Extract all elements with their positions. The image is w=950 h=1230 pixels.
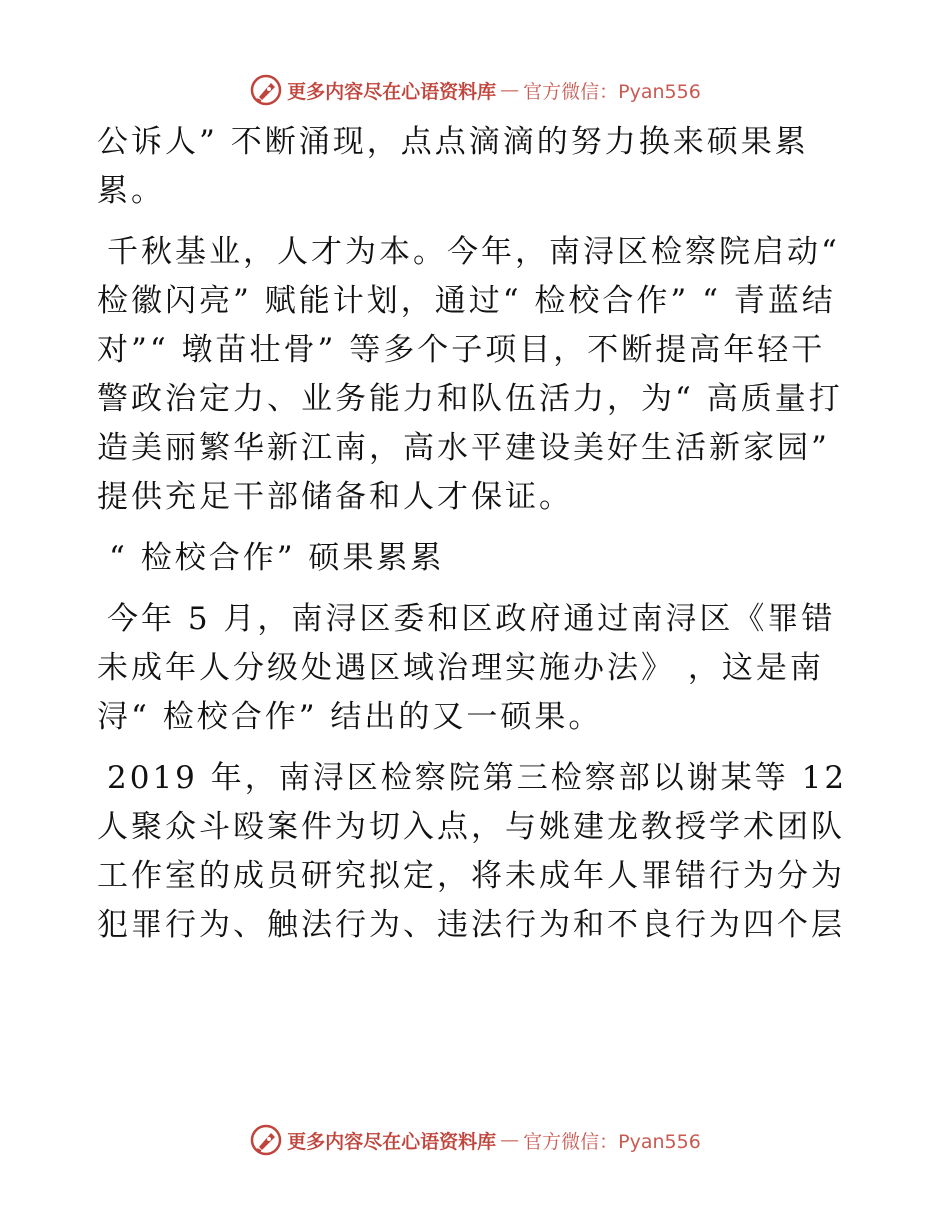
pen-nib-logo-icon <box>249 73 283 107</box>
watermark-separator: — <box>500 79 520 101</box>
watermark-group <box>249 73 701 107</box>
watermark-separator: — <box>500 1129 520 1151</box>
header-watermark <box>0 70 950 110</box>
footer-watermark <box>0 1120 950 1160</box>
document-body <box>97 118 857 962</box>
watermark-group <box>249 1123 701 1157</box>
watermark-wechat-text: 官方微信：Pyan556 <box>523 1130 701 1153</box>
pen-nib-logo-icon <box>249 1123 283 1157</box>
watermark-site-text: 更多内容尽在心语资料库 <box>287 1130 497 1153</box>
paragraph-2019-case: 2019 年，南浔区检察院第三检察部以谢某等 12 人聚众斗殴案件为切入点，与姚建龙教授学术团队工作室的成员研究拟定，将未成年人罪错行为分为犯罪行为、触法行为、违法行为和不良行为四个层 <box>97 760 848 943</box>
watermark-wechat-text: 官方微信：Pyan556 <box>523 80 701 103</box>
watermark-site-text: 更多内容尽在心语资料库 <box>287 80 497 103</box>
paragraph-continued: 公诉人” 不断涌现，点点滴滴的努力换来硕果累累。 <box>97 124 809 209</box>
paragraph-may-policy: 今年 5 月，南浔区委和区政府通过南浔区《罪错未成年人分级处遇区域治理实施办法》 ，这是南浔“ 检校合作” 结出的又一硕果。 <box>97 601 836 735</box>
paragraph-talent-plan: 千秋基业，人才为本。今年，南浔区检察院启动“ 检徽闪亮” 赋能计划，通过“ 检校合作” “ 青蓝结对”“ 墩苗壮骨” 等多个子项目，不断提高年轻干警政治定力、业务能力和队伍活力，为“ 高质量打造美丽繁华新江南，高水平建设美好生活新家园” 提供充足干部储备和人才保证。 <box>97 234 843 515</box>
section-heading: “ 检校合作” 硕果累累 <box>109 540 445 576</box>
